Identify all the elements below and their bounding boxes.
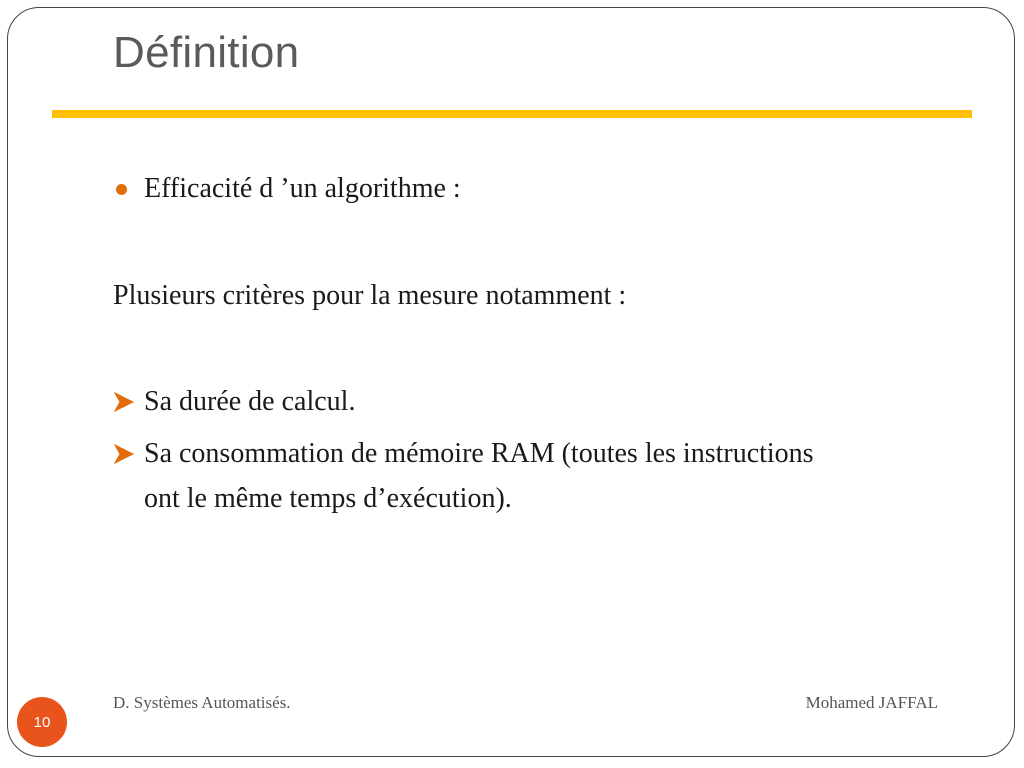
footer-course: D. Systèmes Automatisés. xyxy=(113,693,291,712)
sub-bullet-text-line1: Sa consommation de mémoire RAM (toutes les instructions xyxy=(144,438,814,469)
arrow-bullet-icon xyxy=(113,443,135,465)
round-bullet-icon xyxy=(116,184,127,195)
sub-bullet-text-line2: ont le même temps d’exécution). xyxy=(144,483,512,514)
arrow-bullet-icon xyxy=(113,391,135,413)
bullet-text: Efficacité d ’un algorithme : xyxy=(144,173,461,204)
sub-bullet-text: Sa durée de calcul. xyxy=(144,386,356,417)
paragraph: Plusieurs critères pour la mesure notamment : xyxy=(113,280,627,311)
slide-title: Définition xyxy=(113,28,300,77)
page-number-badge: 10 xyxy=(17,697,67,747)
footer-author: Mohamed JAFFAL xyxy=(805,693,938,712)
title-underline xyxy=(52,110,972,118)
